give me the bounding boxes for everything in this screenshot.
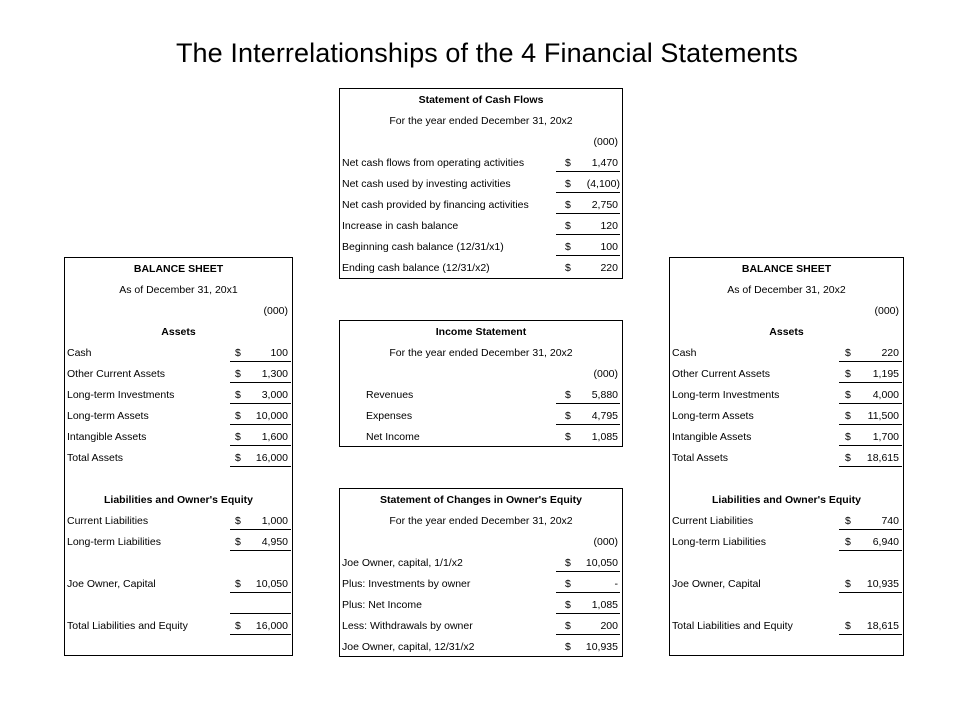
balance-sheet-heading: BALANCE SHEET — [741, 263, 832, 275]
owner-capital-row: Joe Owner, Capital $ 10,935 — [670, 574, 903, 595]
balance-sheet-date: As of December 31, 20x1 — [119, 284, 238, 296]
ending-capital-row: Joe Owner, capital, 12/31/x2 $ 10,935 — [342, 641, 618, 653]
asset-row: Long-term Assets $ 10,000 — [65, 406, 292, 427]
cash-flow-row: Net cash used by investing activities $ (4,100) — [340, 174, 622, 195]
cash-flow-row: Ending cash balance (12/31/x2) $ 220 — [342, 262, 618, 274]
balance-sheet-units: (000) — [874, 305, 899, 317]
slide-title: The Interrelationships of the 4 Financial Statements — [175, 38, 799, 68]
equity-row: Less: Withdrawals by owner $ 200 — [340, 616, 622, 637]
equity-row: Plus: Investments by owner $ - — [340, 574, 622, 595]
cash-flow-heading: Statement of Cash Flows — [418, 94, 544, 106]
cash-flow-period: For the year ended December 31, 20x2 — [389, 115, 573, 127]
balance-sheet-20x1 — [64, 257, 293, 656]
asset-row: Long-term Investments $ 3,000 — [65, 385, 292, 406]
capital-subtotal-line — [65, 595, 292, 616]
owner-capital-row: Joe Owner, Capital $ 10,050 — [65, 574, 292, 595]
asset-row: Cash $ 100 — [65, 343, 292, 364]
cash-flow-row: Beginning cash balance (12/31/x1) $ 100 — [340, 237, 622, 258]
asset-row: Cash $ 220 — [670, 343, 903, 364]
asset-row: Intangible Assets $ 1,600 — [65, 427, 292, 448]
cash-flow-units: (000) — [593, 136, 618, 148]
liabilities-heading: Liabilities and Owner's Equity — [104, 494, 253, 506]
cash-flow-statement — [339, 88, 623, 279]
assets-heading: Assets — [161, 326, 196, 338]
balance-sheet-units: (000) — [263, 305, 288, 317]
longterm-liabilities-row: Long-term Liabilities $ 6,940 — [670, 532, 903, 553]
income-units: (000) — [593, 368, 618, 380]
liabilities-heading: Liabilities and Owner's Equity — [712, 494, 861, 506]
asset-row: Intangible Assets $ 1,700 — [670, 427, 903, 448]
income-heading: Income Statement — [435, 326, 527, 338]
assets-heading: Assets — [769, 326, 804, 338]
current-liabilities-row: Current Liabilities $ 1,000 — [65, 511, 292, 532]
total-liabilities-equity-row: Total Liabilities and Equity $ 18,615 — [670, 616, 903, 637]
asset-row: Other Current Assets $ 1,300 — [65, 364, 292, 385]
cash-flow-row: Increase in cash balance $ 120 — [340, 216, 622, 237]
owner-equity-statement — [339, 488, 623, 657]
equity-heading: Statement of Changes in Owner's Equity — [379, 494, 583, 506]
balance-sheet-heading: BALANCE SHEET — [133, 263, 224, 275]
income-row: Revenues $ 5,880 — [340, 385, 622, 406]
net-income-row: Net Income $ 1,085 — [366, 431, 618, 443]
cash-flow-row: Net cash flows from operating activities $ 1,470 — [340, 153, 622, 174]
equity-row: Joe Owner, capital, 1/1/x2 $ 10,050 — [340, 553, 622, 574]
total-liabilities-equity-row: Total Liabilities and Equity $ 16,000 — [65, 616, 292, 637]
total-assets-row: Total Assets $ 18,615 — [670, 448, 903, 469]
balance-sheet-date: As of December 31, 20x2 — [727, 284, 846, 296]
income-statement — [339, 320, 623, 447]
income-row: Expenses $ 4,795 — [340, 406, 622, 427]
cash-flow-row: Net cash provided by financing activities $ 2,750 — [340, 195, 622, 216]
balance-sheet-20x2 — [669, 257, 904, 656]
total-assets-row: Total Assets $ 16,000 — [65, 448, 292, 469]
current-liabilities-row: Current Liabilities $ 740 — [670, 511, 903, 532]
longterm-liabilities-row: Long-term Liabilities $ 4,950 — [65, 532, 292, 553]
equity-units: (000) — [593, 536, 618, 548]
asset-row: Long-term Investments $ 4,000 — [670, 385, 903, 406]
equity-row: Plus: Net Income $ 1,085 — [340, 595, 622, 616]
asset-row: Other Current Assets $ 1,195 — [670, 364, 903, 385]
asset-row: Long-term Assets $ 11,500 — [670, 406, 903, 427]
income-period: For the year ended December 31, 20x2 — [389, 347, 573, 359]
equity-period: For the year ended December 31, 20x2 — [389, 515, 573, 527]
